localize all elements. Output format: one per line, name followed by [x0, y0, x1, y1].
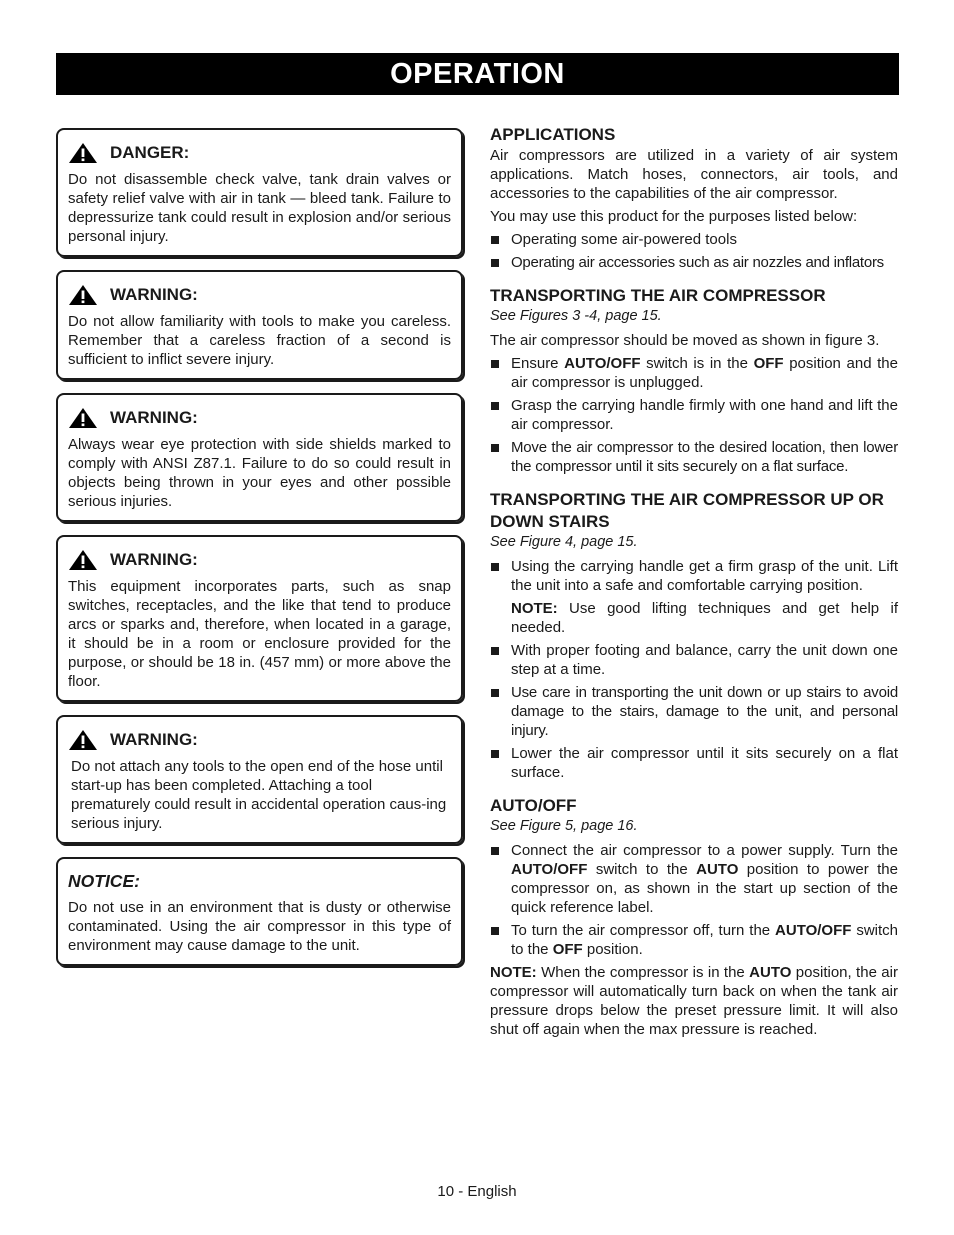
list-item: Operating air accessories such as air nozzles and inflators: [490, 253, 898, 272]
warning-box: [56, 270, 463, 380]
transporting-section: [490, 285, 898, 476]
list-item: Move the air compressor to the desired location, then lower the compressor until it sits securely on a flat surface.: [490, 438, 898, 476]
notice-box: [56, 857, 463, 966]
section-heading: TRANSPORTING THE AIR COMPRESSOR UP OR DOWN STAIRS: [490, 490, 884, 531]
warning-triangle-icon: [68, 407, 98, 429]
list-item: Connect the air compressor to a power supply. Turn the AUTO/OFF switch to the AUTO position to power the compressor on, as shown in the start up section of the quick reference label.: [490, 841, 898, 917]
auto-off-section: [490, 795, 898, 1039]
list-item: Operating some air-powered tools: [490, 230, 898, 249]
bullet-square-icon: [491, 647, 499, 655]
warning-box: [56, 535, 463, 702]
list-item: Lower the air compressor until it sits securely on a flat surface.: [490, 744, 898, 782]
danger-box: [56, 128, 463, 257]
warning-title: WARNING:: [110, 408, 198, 427]
bullet-square-icon: [491, 236, 499, 244]
bullet-square-icon: [491, 259, 499, 267]
bullet-square-icon: [491, 444, 499, 452]
note: NOTE: Use good lifting techniques and get help if needed.: [511, 600, 898, 636]
bullet-square-icon: [491, 360, 499, 368]
notice-title: NOTICE:: [68, 871, 140, 891]
warning-box: [56, 393, 463, 522]
warning-triangle-icon: [68, 142, 98, 164]
applications-section: [490, 124, 898, 272]
note: NOTE: When the compressor is in the AUTO position, the air compressor will automatically turn back on when the tank air pressure drops below the preset pressure limit. It will also shut off again when the max pressure is reached.: [490, 964, 898, 1038]
bullet-square-icon: [491, 402, 499, 410]
bullet-square-icon: [491, 847, 499, 855]
warning-triangle-icon: [68, 284, 98, 306]
paragraph: Air compressors are utilized in a variety of air system applications. Match hoses, connectors, air tools, and accessories to the capabilities of the air compressor.: [490, 147, 898, 202]
warning-title: WARNING:: [110, 550, 198, 569]
danger-title: DANGER:: [110, 143, 190, 162]
list-item: Using the carrying handle get a firm grasp of the unit. Lift the unit into a safe and comfortable carrying position.: [490, 557, 898, 595]
safety-column: [56, 128, 463, 979]
list-item: Ensure AUTO/OFF switch is in the OFF position and the air compressor is unplugged.: [490, 354, 898, 392]
page-title: OPERATION: [56, 53, 899, 95]
bullet-square-icon: [491, 689, 499, 697]
figure-reference: See Figure 5, page 16.: [490, 818, 638, 834]
warning-text: This equipment incorporates parts, such as snap switches, receptacles, and the like that tend to produce arcs or sparks and, therefore, when located in a garage, it should be in a room or enclosure provided for the purpose, or should be 18 in. (457 mm) or more above the floor.: [68, 578, 451, 690]
warning-triangle-icon: [68, 549, 98, 571]
warning-title: WARNING:: [110, 730, 198, 749]
warning-text: Do not attach any tools to the open end of the hose until start-up has been completed. Attaching a tool prematurely could result in accidental operation caus-ing serious injury.: [71, 758, 447, 832]
paragraph: The air compressor should be moved as shown in figure 3.: [490, 332, 880, 349]
page-number: 10 - English: [437, 1183, 517, 1200]
bullet-square-icon: [491, 750, 499, 758]
instructions-column: [490, 124, 898, 1052]
list-item: Grasp the carrying handle firmly with one hand and lift the air compressor.: [490, 396, 898, 434]
section-heading: TRANSPORTING THE AIR COMPRESSOR: [490, 286, 826, 305]
list-item: To turn the air compressor off, turn the AUTO/OFF switch to the OFF position.: [490, 921, 898, 959]
warning-box: [56, 715, 463, 844]
figure-reference: See Figures 3 -4, page 15.: [490, 308, 662, 324]
warning-text: Do not allow familiarity with tools to make you careless. Remember that a careless fraction of a second is sufficient to inflict severe injury.: [68, 313, 451, 368]
warning-text: Always wear eye protection with side shields marked to comply with ANSI Z87.1. Failure to do so could result in objects being thrown in your eyes and other possible serious injuries.: [68, 436, 451, 510]
warning-title: WARNING:: [110, 285, 198, 304]
figure-reference: See Figure 4, page 15.: [490, 534, 638, 550]
list-item: Use care in transporting the unit down or up stairs to avoid damage to the stairs, damage to the unit, and personal injury.: [490, 683, 898, 740]
list-item: With proper footing and balance, carry the unit down one step at a time.: [490, 641, 898, 679]
stairs-section: [490, 489, 898, 782]
section-heading: APPLICATIONS: [490, 125, 616, 144]
notice-text: Do not use in an environment that is dusty or otherwise contaminated. Using the air compressor in this type of environment may cause damage to the unit.: [68, 899, 451, 954]
warning-triangle-icon: [68, 729, 98, 751]
danger-text: Do not disassemble check valve, tank drain valves or safety relief valve with air in tank — bleed tank. Failure to depressurize tank could result in explosion and/or serious personal injury.: [68, 171, 451, 245]
section-heading: AUTO/OFF: [490, 796, 577, 815]
bullet-square-icon: [491, 927, 499, 935]
bullet-square-icon: [491, 563, 499, 571]
paragraph: You may use this product for the purposes listed below:: [490, 208, 858, 225]
